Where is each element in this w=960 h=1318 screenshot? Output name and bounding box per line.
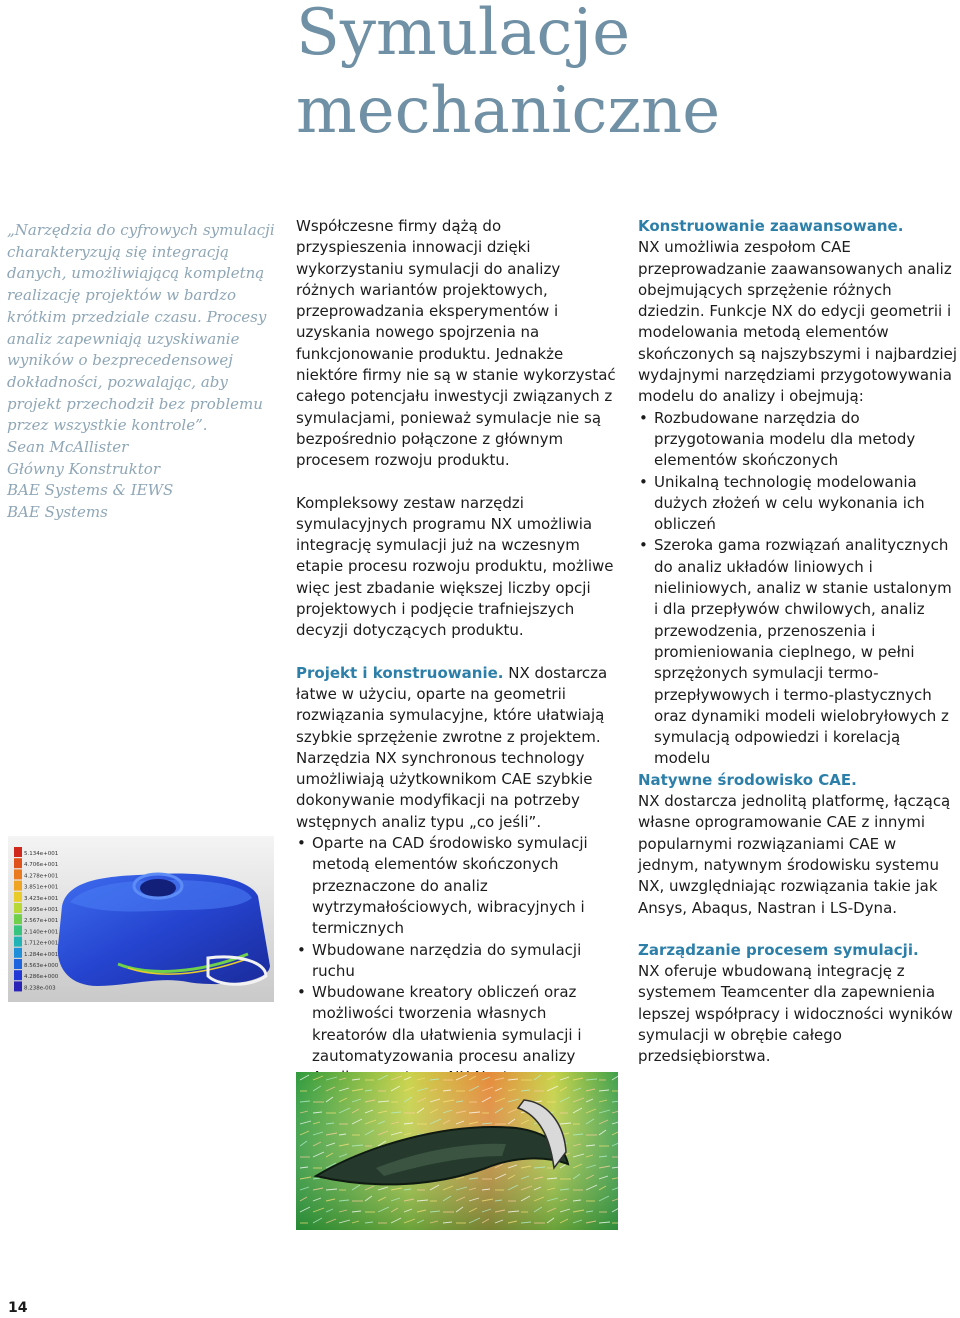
native-cae-section bbox=[638, 770, 960, 919]
legend-label: 4.286e+000 bbox=[24, 974, 59, 981]
legend-swatch bbox=[14, 937, 22, 947]
process-section bbox=[638, 940, 960, 1068]
legend-swatch bbox=[14, 847, 22, 857]
pull-quote bbox=[7, 220, 277, 524]
design-bullet-list bbox=[296, 833, 616, 1089]
page-number: 14 bbox=[8, 1300, 28, 1316]
list-item: • Unikalną technologię modelowania dużych złożeń w celu wykonania ich obliczeń bbox=[638, 472, 960, 536]
advanced-section bbox=[638, 216, 960, 408]
quote-author: Sean McAllister bbox=[7, 438, 129, 457]
legend-swatch bbox=[14, 981, 22, 991]
legend-label: 4.278e+001 bbox=[24, 873, 59, 880]
advanced-section-body: NX umożliwia zespołom CAE przeprowadzanie zaawansowanych analiz obejmujących sprzężenie różnych dziedzin. Funkcje NX do edycji geometrii i modelowania metodą elementów skończonych są najszybszymi i najbardziej wydajnymi narzędziami przygotowywania modelu do analizy i obejmują: bbox=[638, 238, 958, 406]
list-item: • Oparte na CAD środowisko symulacji metodą elementów skończonych przeznaczone do analiz wytrzymałościowych, wibracyjnych i termicznych bbox=[296, 833, 616, 939]
list-item: • Wbudowane narzędzia do symulacji ruchu bbox=[296, 940, 616, 983]
fem-stress-figure bbox=[8, 836, 274, 1002]
legend-label: 8.238e-003 bbox=[24, 985, 56, 992]
right-column bbox=[638, 216, 960, 1068]
design-section bbox=[296, 663, 616, 833]
legend-label: 2.995e+001 bbox=[24, 907, 59, 913]
list-item: • Wbudowane kreatory obliczeń oraz możliwości tworzenia własnych kreatorów dla ułatwienia symulacji i zautomatyzowania procesu analizy bbox=[296, 982, 616, 1067]
bracket-hole bbox=[140, 879, 176, 897]
legend-label: 5.134e+001 bbox=[24, 851, 59, 857]
legend-label: 4.706e+001 bbox=[24, 862, 59, 869]
legend-swatch bbox=[14, 869, 22, 879]
title-line-1: Symulacje bbox=[296, 0, 631, 70]
native-cae-heading: Natywne środowisko CAE. bbox=[638, 770, 857, 789]
legend-label: 3.851e+001 bbox=[24, 884, 59, 891]
nx-toolkit-paragraph: Kompleksowy zestaw narzędzi symulacyjnych programu NX umożliwia integrację symulacji już na wczesnym etapie procesu rozwoju produktu, możliwe więc jest zbadanie większej liczby opcji projektowych i podjęcie trafniejszych decyzji dotyczących produktu. bbox=[296, 493, 614, 640]
legend-swatch bbox=[14, 959, 22, 969]
legend-swatch bbox=[14, 925, 22, 935]
legend-label: 2.567e+001 bbox=[24, 918, 59, 925]
legend-swatch bbox=[14, 881, 22, 891]
legend-swatch bbox=[14, 914, 22, 924]
legend-swatch bbox=[14, 892, 22, 902]
process-heading: Zarządzanie procesem symulacji. bbox=[638, 940, 919, 959]
cfd-flow-image bbox=[296, 1072, 618, 1230]
legend-label: 1.284e+001 bbox=[24, 951, 59, 958]
design-section-heading: Projekt i konstruowanie. bbox=[296, 663, 504, 682]
title-line-2: mechaniczne bbox=[296, 74, 721, 148]
native-cae-body: NX dostarcza jednolitą platformę, łączącą własne oprogramowanie CAE z innymi popularnymi rozwiązaniami CAE w jednym, natywnym środowisku systemu NX, uwzględniając rozwiązania takie jak Ansys, Abaqus, Nastran i LS-Dyna. bbox=[638, 792, 951, 917]
middle-column bbox=[296, 216, 616, 1089]
legend-swatch bbox=[14, 948, 22, 958]
quote-company-2: BAE Systems bbox=[7, 503, 108, 522]
intro-paragraph: Współczesne firmy dążą do przyspieszenia innowacji dzięki wykorzystaniu symulacji do analizy różnych wariantów projektowych, przeprowadzania eksperymentów i uzyskania nowego spojrzenia na funkcjonowanie produktu. Jednakże niektóre firmy nie są w stanie wykorzystać całego potencjału inwestycji związanych z symulacjami, ponieważ symulacje nie są bezpośrednio połączone z głównym procesem rozwoju produktu. bbox=[296, 217, 616, 470]
design-section-body: NX dostarcza łatwe w użyciu, oparte na geometrii rozwiązania symulacyjne, które ułatwiają szybkie sprzężenie zwrotne z projektem. Narzędzia NX synchronous technology umożliwiają użytkownikom CAE szybkie dokonywanie modyfikacji na potrzeby wstępnych analiz typu „co jeśli”. bbox=[296, 663, 608, 831]
list-item: • Rozbudowane narzędzia do przygotowania modelu dla metody elementów skończonych bbox=[638, 408, 960, 472]
legend-swatch bbox=[14, 970, 22, 980]
cfd-flow-figure bbox=[296, 1072, 618, 1230]
list-item: • Szeroka gama rozwiązań analitycznych do analiz układów liniowych i nieliniowych, analiz w stanie ustalonym i dla przepływów chwilowych, analiz przewodzenia, przenoszenia i promieniowania cieplnego, w pełni sprzężonych symulacji termo-przepływowych i termo-plastycznych oraz dynamiki modeli wielobryłowych z symulacją odpowiedzi i korelacją modelu bbox=[638, 535, 960, 769]
page-title bbox=[296, 0, 720, 150]
legend-swatch bbox=[14, 858, 22, 868]
legend-label: 1.712e+001 bbox=[24, 940, 59, 947]
quote-role: Główny Konstruktor bbox=[7, 459, 160, 478]
advanced-bullet-list bbox=[638, 408, 960, 770]
fem-stress-image bbox=[8, 836, 274, 1002]
legend-label: 3.423e+001 bbox=[24, 895, 59, 902]
advanced-section-heading: Konstruowanie zaawansowane. bbox=[638, 217, 904, 235]
quote-text: „Narzędzia do cyfrowych symulacji charakteryzują się integracją danych, umożliwiającą kompletną realizację projektów w bardzo krótkim przedziale czasu. Procesy analiz zapewniają uzyskiwanie wyników o bezprecedensowej dokładności, pozwalając, aby projekt przechodził bez problemu przez wszystkie kontrole”. bbox=[7, 221, 275, 435]
quote-company-1: BAE Systems & IEWS bbox=[7, 481, 174, 500]
legend-label: 2.140e+001 bbox=[24, 929, 59, 936]
process-body: NX oferuje wbudowaną integrację z systemem Teamcenter dla zapewnienia lepszej współpracy i widoczności wyników symulacji w obrębie całego przedsiębiorstwa. bbox=[638, 962, 953, 1066]
legend-label: 8.563e+000 bbox=[24, 963, 59, 969]
legend-swatch bbox=[14, 903, 22, 913]
